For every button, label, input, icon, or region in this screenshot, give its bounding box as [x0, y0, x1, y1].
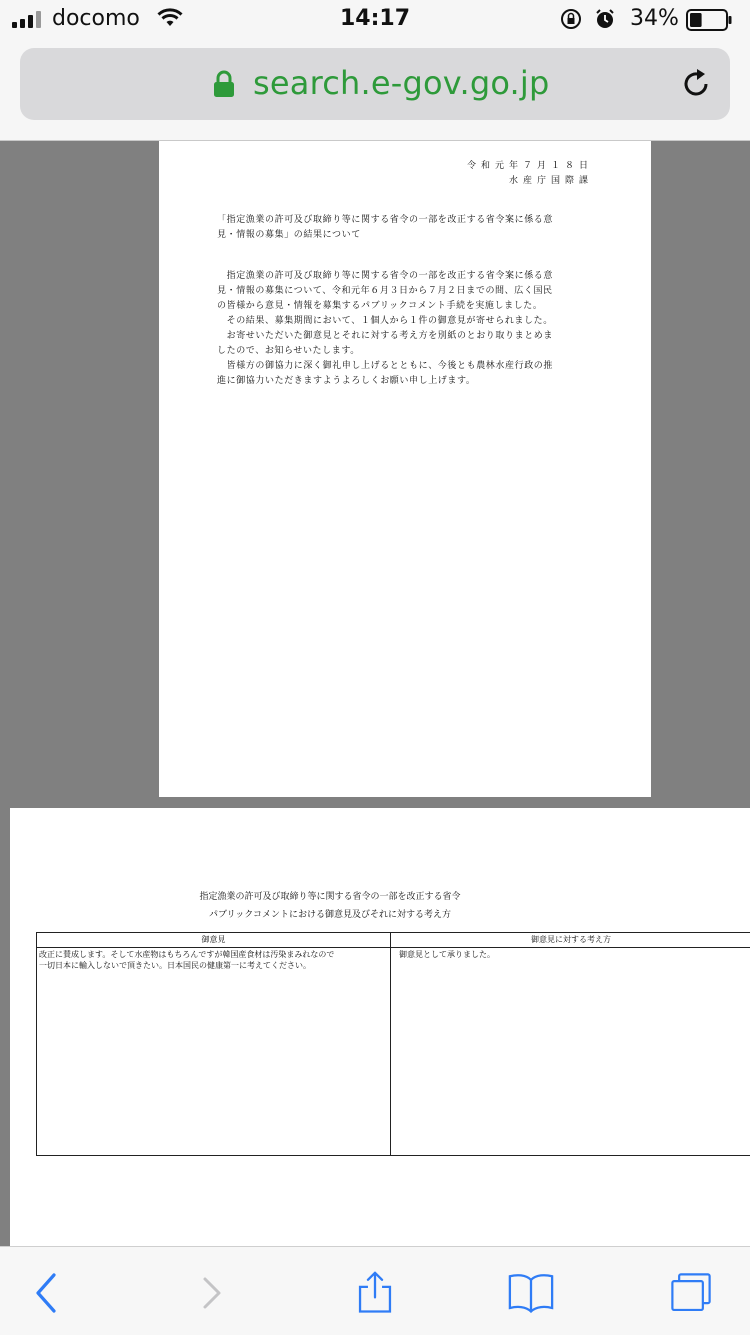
table-heading: 指定漁業の許可及び取締り等に関する省令の一部を改正する省令	[199, 892, 461, 902]
response-column	[391, 933, 750, 1155]
battery-icon	[686, 9, 732, 31]
browser-toolbar	[0, 1246, 750, 1335]
forward-icon[interactable]	[187, 1271, 237, 1315]
tabs-icon[interactable]	[666, 1271, 716, 1315]
body-line: 皆様方の御協力に深く御礼申し上げるとともに、今後とも農林水産行政の推	[217, 361, 554, 371]
opinion-line: 一切日本に輸入しないで頂きたい。日本国民の健康第一に考えてください。	[39, 961, 311, 970]
opinion-line: 改正に賛成します。そして水産物はもちろんですが韓国産食材は汚染まみれなので	[39, 950, 335, 959]
document-date: 令和元年７月１８日	[466, 161, 593, 171]
opinion-table	[36, 932, 750, 1156]
column-header-response: 御意見に対する考え方	[391, 933, 750, 948]
rotation-lock-icon	[560, 8, 582, 30]
body-line: その結果、募集期間において、１個人から１件の御意見が寄せられました。	[217, 316, 553, 326]
back-icon[interactable]	[28, 1271, 78, 1315]
body-line: 見・情報の募集について、令和元年６月３日から７月２日までの間、広く国民	[217, 286, 553, 296]
document-title	[217, 213, 597, 243]
browser-chrome	[0, 0, 750, 141]
carrier-name: docomo	[52, 6, 140, 31]
response-cell: 御意見として承りました。	[399, 950, 495, 959]
table-subheading: パブリックコメントにおける御意見及びそれに対する考え方	[208, 910, 452, 920]
opinion-cell	[39, 949, 389, 971]
body-line: 進に御協力いただきますようよろしくお願い申し上げます。	[217, 376, 476, 386]
body-line: お寄せいただいた御意見とそれに対する考え方を別紙のとおり取りまとめま	[217, 331, 554, 341]
body-line: したので、お知らせいたします。	[217, 346, 360, 356]
battery-percent: 34%	[630, 6, 679, 31]
reload-icon[interactable]	[678, 66, 714, 102]
address-bar[interactable]	[20, 48, 730, 120]
lock-icon	[213, 70, 235, 98]
body-line: の皆様から意見・情報を募集するパブリックコメント手続を実施しました。	[217, 301, 543, 311]
document-page-2	[10, 808, 750, 1246]
share-icon[interactable]	[350, 1271, 400, 1315]
document-organization: 水産庁国際課	[508, 176, 593, 186]
bookmarks-icon[interactable]	[506, 1271, 556, 1315]
url-text[interactable]: search.e-gov.go.jp	[253, 64, 550, 102]
document-page-1	[159, 141, 651, 797]
body-line: 指定漁業の許可及び取締り等に関する省令の一部を改正する省令案に係る意	[217, 271, 554, 281]
column-header-opinion: 御意見	[37, 933, 390, 948]
alarm-icon	[594, 8, 616, 30]
title-line: 見・情報の募集」の結果について	[217, 230, 361, 240]
status-bar	[0, 0, 750, 40]
opinion-column	[37, 933, 391, 1155]
title-line: 「指定漁業の許可及び取締り等に関する省令の一部を改正する省令案に係る意	[217, 215, 554, 225]
clock: 14:17	[339, 6, 411, 31]
document-body	[217, 269, 597, 389]
